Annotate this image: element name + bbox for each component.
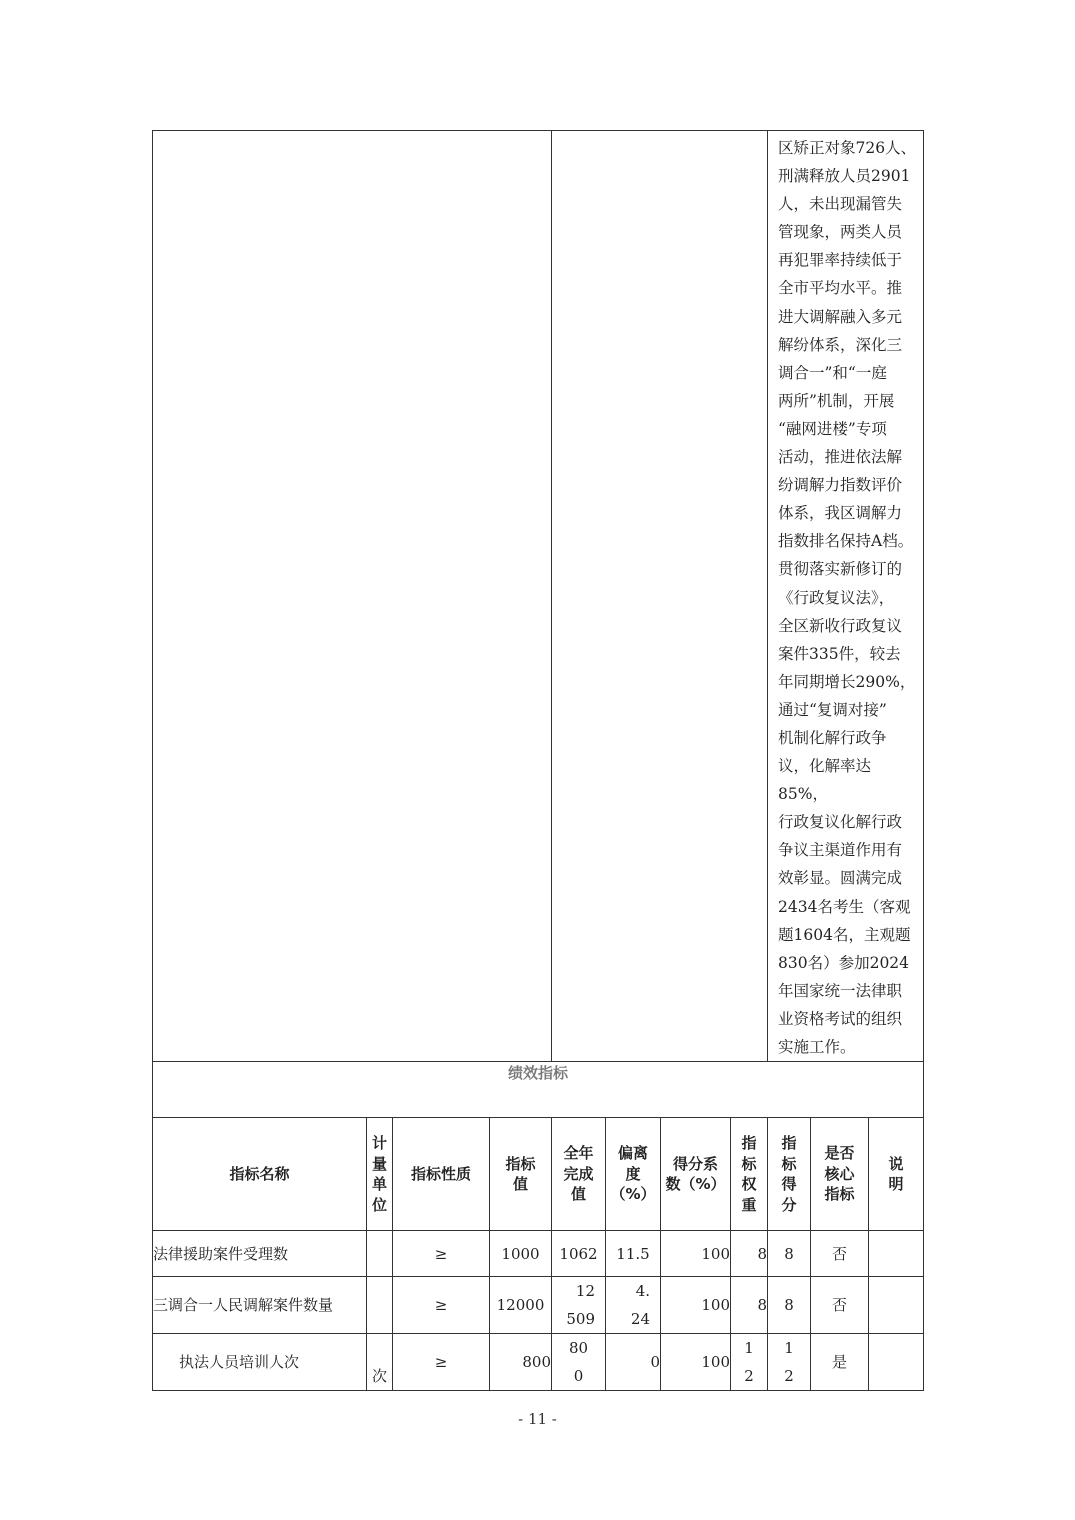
page-number: - 11 - (518, 1410, 557, 1428)
header-weight-part: 标 (741, 1154, 757, 1173)
row-target: 800 (490, 1334, 552, 1391)
header-actual-part: 完成 (563, 1164, 594, 1183)
row-target: 12000 (490, 1277, 552, 1334)
row-name: 执法人员培训人次 (153, 1334, 367, 1391)
row-actual: 12 509 (552, 1277, 606, 1334)
header-core-part: 核心 (824, 1164, 855, 1183)
row-target: 1000 (490, 1231, 552, 1277)
description-line: 830名）参加2024 (778, 953, 910, 972)
row-actual: 1062 (552, 1231, 606, 1277)
empty-cell-left (153, 131, 552, 1062)
description-line: 业资格考试的组织 (778, 1009, 903, 1028)
header-weight-part: 重 (741, 1195, 757, 1214)
header-weight-part: 指 (741, 1134, 757, 1153)
description-line: “融网进楼”专项 (778, 419, 887, 438)
row-core: 否 (811, 1231, 869, 1277)
description-line: 题1604名，主观题 (778, 925, 911, 944)
row-name: 三调合一人民调解案件数量 (153, 1277, 367, 1334)
description-line: 区矫正对象726人、 (778, 139, 917, 157)
header-nature: 指标性质 (393, 1118, 490, 1231)
row-coef: 100 (661, 1231, 731, 1277)
header-core-part: 是否 (824, 1144, 855, 1163)
row-coef: 100 (661, 1334, 731, 1391)
header-deviation-part: （%） (610, 1185, 656, 1204)
row-unit: 次 (367, 1334, 393, 1391)
description-line: 进大调解融入多元 (778, 307, 903, 326)
header-score (768, 1118, 811, 1231)
description-line: 管现象，两类人员 (778, 223, 903, 242)
row-score: 1 2 (768, 1334, 811, 1391)
row-name: 法律援助案件受理数 (153, 1231, 367, 1277)
header-weight-part: 权 (741, 1175, 757, 1194)
row-weight: 8 (731, 1231, 768, 1277)
header-score-part: 指 (781, 1134, 797, 1153)
header-target (490, 1118, 552, 1231)
header-deviation-part: 偏离 (617, 1144, 648, 1163)
header-unit-part: 单 (371, 1175, 387, 1194)
header-unit-part: 计 (371, 1134, 387, 1153)
header-weight (731, 1118, 768, 1231)
row-note (869, 1334, 924, 1391)
description-line: 刑满释放人员2901 (778, 167, 911, 186)
header-score-part: 分 (781, 1195, 797, 1214)
description-line: 年国家统一法律职 (778, 981, 903, 1000)
description-line: 年同期增长290%， (778, 672, 916, 691)
description-row (153, 131, 924, 1062)
table-row (153, 1231, 924, 1277)
description-text (768, 131, 923, 1061)
description-line: 效彰显。圆满完成 (778, 869, 903, 888)
header-target-part: 值 (512, 1175, 528, 1194)
row-actual: 80 0 (552, 1334, 606, 1391)
description-line: 行政复议化解行政 (778, 813, 903, 832)
header-score-part: 标 (781, 1154, 797, 1173)
section-title: 绩效指标 (153, 1062, 924, 1118)
header-coef-part: 得分系 (672, 1154, 718, 1173)
header-actual-part: 全年 (563, 1144, 594, 1163)
empty-cell-middle (552, 131, 768, 1062)
row-unit (367, 1231, 393, 1277)
description-line: 《行政复议法》， (778, 588, 895, 607)
table-row (153, 1334, 924, 1391)
section-title-row (153, 1062, 924, 1118)
row-score: 8 (768, 1231, 811, 1277)
header-unit (367, 1118, 393, 1231)
description-line: 议，化解率达85%， (778, 757, 872, 804)
row-score: 8 (768, 1277, 811, 1334)
header-note (869, 1118, 924, 1231)
row-nature: ≥ (393, 1231, 490, 1277)
header-note-part: 明 (888, 1175, 904, 1194)
row-weight: 1 2 (731, 1334, 768, 1391)
row-nature: ≥ (393, 1277, 490, 1334)
description-line: 纷调解力指数评价 (778, 476, 903, 495)
row-coef: 100 (661, 1277, 731, 1334)
row-deviation: 11.5 (606, 1231, 661, 1277)
header-deviation-part: 度 (625, 1164, 641, 1183)
description-line: 案件335件，较去 (778, 644, 901, 663)
header-target-part: 指标 (505, 1154, 536, 1173)
header-deviation (606, 1118, 661, 1231)
description-line: 体系，我区调解力 (778, 504, 903, 523)
row-note (869, 1231, 924, 1277)
header-actual-part: 值 (570, 1185, 586, 1204)
header-actual (552, 1118, 606, 1231)
header-coef (661, 1118, 731, 1231)
row-core: 否 (811, 1277, 869, 1334)
description-line: 贯彻落实新修订的 (778, 560, 903, 579)
description-line: 人，未出现漏管失 (778, 195, 903, 214)
table-row (153, 1277, 924, 1334)
header-row (153, 1118, 924, 1231)
header-core (811, 1118, 869, 1231)
description-line: 指数排名保持A档。 (778, 532, 914, 551)
description-line: 两所”机制，开展 (778, 391, 895, 410)
header-note-part: 说 (888, 1154, 904, 1173)
header-unit-part: 量 (371, 1154, 387, 1173)
row-weight: 8 (731, 1277, 768, 1334)
header-unit-part: 位 (371, 1195, 387, 1214)
description-line: 2434名考生（客观 (778, 897, 911, 916)
row-note (869, 1277, 924, 1334)
description-line: 调合一”和“一庭 (778, 363, 887, 382)
performance-table (152, 130, 924, 1391)
row-deviation: 0 (606, 1334, 661, 1391)
description-line: 全市平均水平。推 (778, 279, 903, 298)
row-core: 是 (811, 1334, 869, 1391)
row-unit (367, 1277, 393, 1334)
description-line: 争议主渠道作用有 (778, 841, 903, 860)
header-core-part: 指标 (824, 1185, 855, 1204)
row-nature: ≥ (393, 1334, 490, 1391)
description-line: 全区新收行政复议 (778, 616, 903, 635)
row-deviation: 4. 24 (606, 1277, 661, 1334)
description-line: 通过“复调对接” (778, 700, 887, 719)
description-line: 机制化解行政争 (778, 728, 887, 747)
description-cell (768, 131, 924, 1062)
description-line: 再犯罪率持续低于 (778, 251, 903, 270)
header-coef-part: 数（%） (665, 1175, 726, 1194)
header-score-part: 得 (781, 1175, 797, 1194)
description-line: 活动，推进依法解 (778, 448, 903, 467)
description-line: 实施工作。 (778, 1038, 856, 1056)
header-name: 指标名称 (153, 1118, 367, 1231)
description-line: 解纷体系，深化三 (778, 335, 903, 354)
